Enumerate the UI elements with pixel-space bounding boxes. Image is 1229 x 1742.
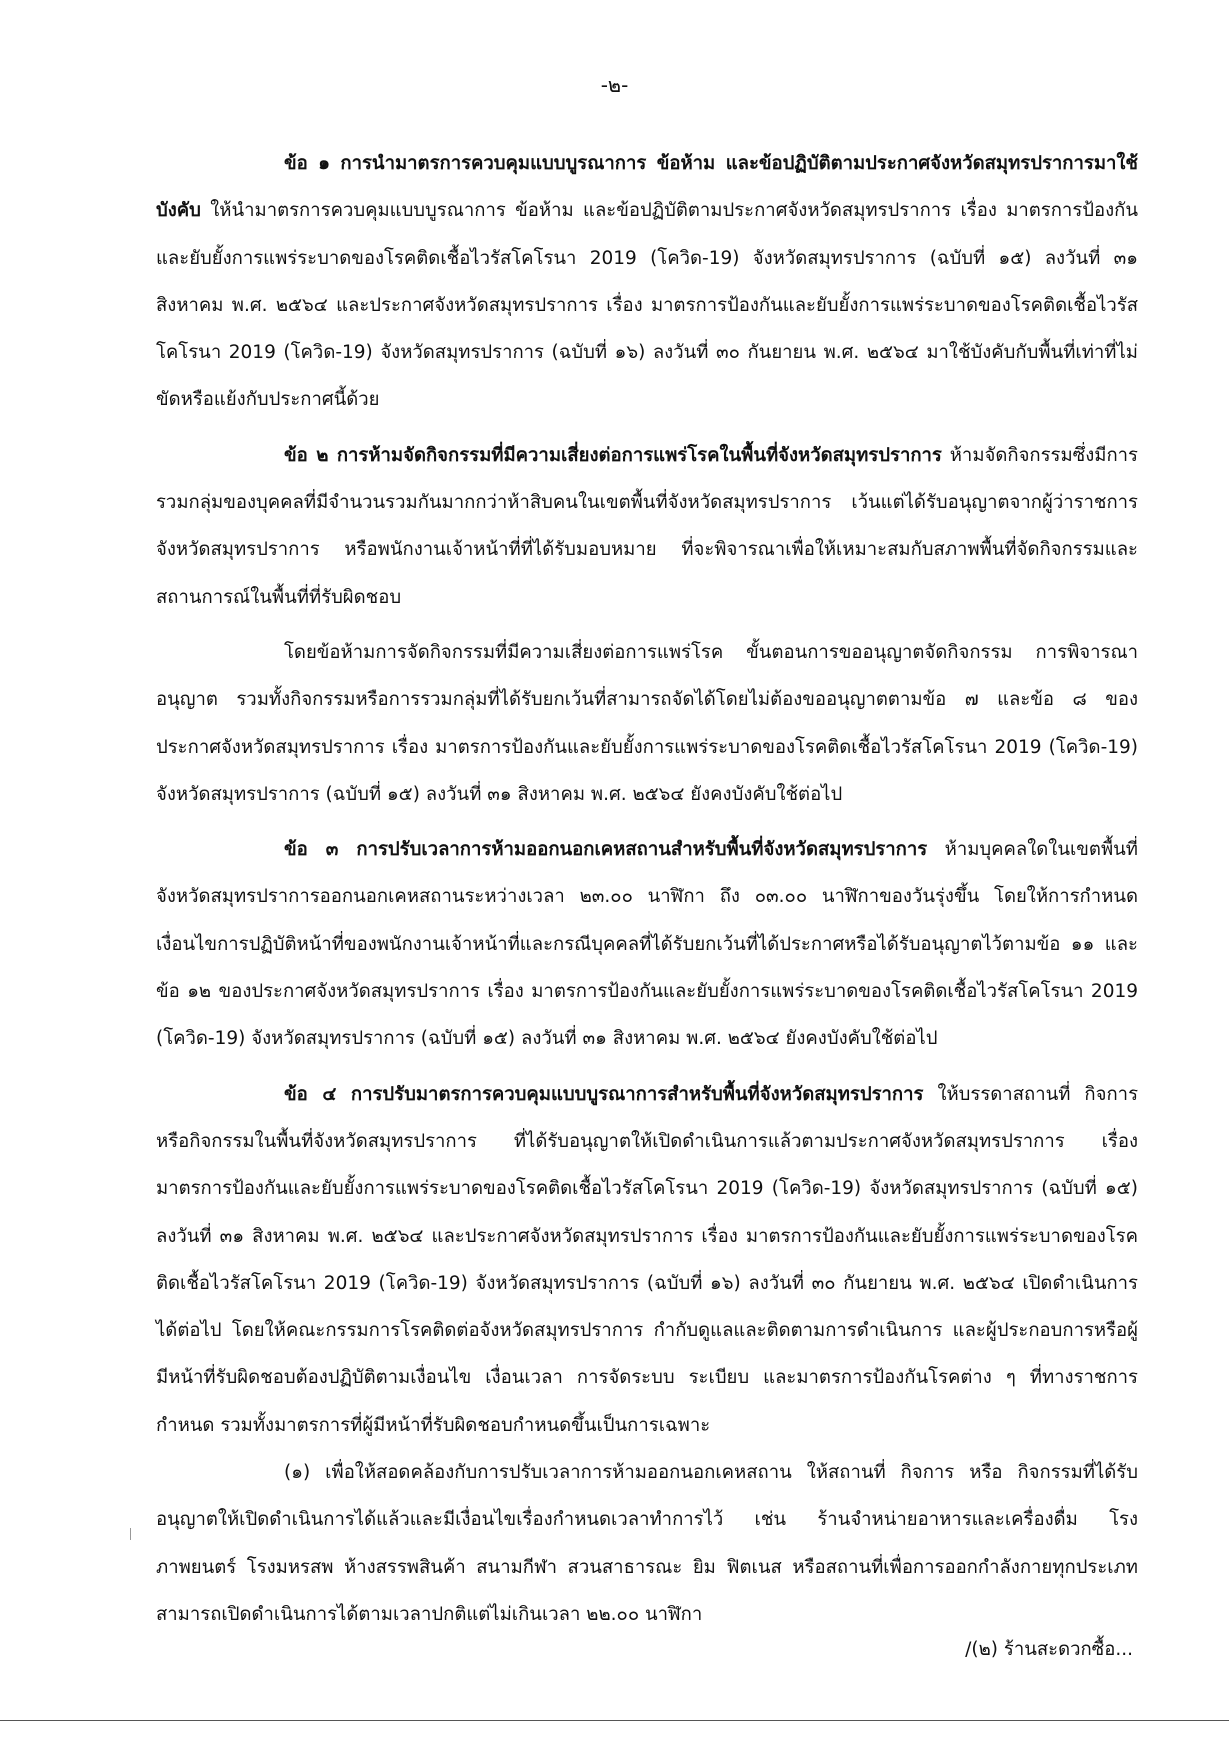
clause-2-paragraph [156, 432, 1138, 621]
clause-4-body: ให้บรรดาสถานที่ กิจการ หรือกิจกรรมในพื้นที่จังหวัดสมุทรปราการ ที่ได้รับอนุญาตให้เปิดดำเนินการแล้วตามประกาศจังหวัดสมุทรปราการ เรื่อง มาตรการป้องกันและยับยั้งการแพร่ระบาดของโรคติดเชื้อไวรัสโคโรนา 2019 (โควิด-19) จังหวัดสมุทรปราการ (ฉบับที่ ๑๕) ลงวันที่ ๓๑ สิงหาคม พ.ศ. ๒๕๖๔ และประกาศจังหวัดสมุทรปราการ เรื่อง มาตรการป้องกันและยับยั้งการแพร่ระบาดของโรคติดเชื้อไวรัสโคโรนา 2019 (โควิด-19) จังหวัดสมุทรปราการ (ฉบับที่ ๑๖) ลงวันที่ ๓๐ กันยายน พ.ศ. ๒๕๖๔ เปิดดำเนินการได้ต่อไป โดยให้คณะกรรมการโรคติดต่อจังหวัดสมุทรปราการ กำกับดูแลและติดตามการดำเนินการ และผู้ประกอบการหรือผู้มีหน้าที่รับผิดชอบต้องปฏิบัติตามเงื่อนไข เงื่อนเวลา การจัดระบบ ระเบียบ และมาตรการป้องกันโรคต่าง ๆ ที่ทางราชการกำหนด รวมทั้งมาตรการที่ผู้มีหน้าที่รับผิดชอบกำหนดขึ้นเป็นการเฉพาะ [156, 1083, 1138, 1436]
clause-1-body: ให้นำมาตรการควบคุมแบบบูรณาการ ข้อห้าม และข้อปฏิบัติตามประกาศจังหวัดสมุทรปราการ เรื่อง มาตรการป้องกันและยับยั้งการแพร่ระบาดของโรคติดเชื้อไวรัสโคโรนา 2019 (โควิด-19) จังหวัดสมุทรปราการ (ฉบับที่ ๑๕) ลงวันที่ ๓๑ สิงหาคม พ.ศ. ๒๕๖๔ และประกาศจังหวัดสมุทรปราการ เรื่อง มาตรการป้องกันและยับยั้งการแพร่ระบาดของโรคติดเชื้อไวรัสโคโรนา 2019 (โควิด-19) จังหวัดสมุทรปราการ (ฉบับที่ ๑๖) ลงวันที่ ๓๐ กันยายน พ.ศ. ๒๕๖๔ มาใช้บังคับกับพื้นที่เท่าที่ไม่ขัดหรือแย้งกับประกาศนี้ด้วย [156, 200, 1138, 411]
clause-4-item-1-paragraph [156, 1449, 1138, 1638]
paragraph-gap [156, 424, 1138, 432]
page-number: -๒- [600, 73, 629, 97]
continuation-note: /(๒) ร้านสะดวกซื้อ... [965, 1639, 1133, 1660]
clause-2-body: ห้ามจัดกิจกรรมซึ่งมีการรวมกลุ่มของบุคคลที่มีจำนวนรวมกันมากกว่าห้าสิบคนในเขตพื้นที่จังหวัดสมุทรปราการ เว้นแต่ได้รับอนุญาตจากผู้ว่าราชการจังหวัดสมุทรปราการ หรือพนักงานเจ้าหน้าที่ที่ได้รับมอบหมาย ที่จะพิจารณาเพื่อให้เหมาะสมกับสภาพพื้นที่จัดกิจกรรมและสถานการณ์ในพื้นที่ที่รับผิดชอบ [156, 444, 1138, 608]
clause-2-detail-paragraph [156, 629, 1138, 818]
margin-mark [130, 1528, 131, 1540]
footer-rule [0, 1720, 1229, 1721]
paragraph-gap [156, 1063, 1138, 1071]
document-body [156, 140, 1138, 1638]
clause-4-heading: ข้อ ๔ การปรับมาตรการควบคุมแบบบูรณาการสำหรับพื้นที่จังหวัดสมุทรปราการ [284, 1083, 924, 1105]
clause-3-paragraph [156, 826, 1138, 1062]
clause-4-paragraph [156, 1071, 1138, 1449]
paragraph-gap [156, 621, 1138, 629]
clause-3-heading: ข้อ ๓ การปรับเวลาการห้ามออกนอกเคหสถานสำหรับพื้นที่จังหวัดสมุทรปราการ [284, 839, 928, 861]
clause-1-heading: ข้อ ๑ การนำมาตรการควบคุมแบบบูรณาการ ข้อห้าม และข้อปฏิบัติตามประกาศจังหวัดสมุทรปราการมาใช้บังคับ [156, 153, 1138, 222]
paragraph-gap [156, 818, 1138, 826]
clause-2-heading: ข้อ ๒ การห้ามจัดกิจกรรมที่มีความเสี่ยงต่อการแพร่โรคในพื้นที่จังหวัดสมุทรปราการ [284, 444, 942, 466]
clause-4-item-1-body: (๑) เพื่อให้สอดคล้องกับการปรับเวลาการห้ามออกนอกเคหสถาน ให้สถานที่ กิจการ หรือ กิจกรรมที่ได้รับอนุญาตให้เปิดดำเนินการได้แล้วและมีเงื่อนไขเรื่องกำหนดเวลาทำการไว้ เช่น ร้านจำหน่ายอาหารและเครื่องดื่ม โรงภาพยนตร์ โรงมหรสพ ห้างสรรพสินค้า สนามกีฬา สวนสาธารณะ ยิม ฟิตเนส หรือสถานที่เพื่อการออกกำลังกายทุกประเภท สามารถเปิดดำเนินการได้ตามเวลาปกติแต่ไม่เกินเวลา ๒๒.๐๐ นาฬิกา [156, 1462, 1138, 1625]
clause-3-body: ห้ามบุคคลใดในเขตพื้นที่จังหวัดสมุทรปราการออกนอกเคหสถานระหว่างเวลา ๒๓.๐๐ นาฬิกา ถึง ๐๓.๐๐ นาฬิกาของวันรุ่งขึ้น โดยให้การกำหนดเงื่อนไขการปฏิบัติหน้าที่ของพนักงานเจ้าหน้าที่และกรณีบุคคลที่ได้รับยกเว้นที่ได้ประกาศหรือได้รับอนุญาตไว้ตามข้อ ๑๑ และข้อ ๑๒ ของประกาศจังหวัดสมุทรปราการ เรื่อง มาตรการป้องกันและยับยั้งการแพร่ระบาดของโรคติดเชื้อไวรัสโคโรนา 2019 (โควิด-19) จังหวัดสมุทรปราการ (ฉบับที่ ๑๕) ลงวันที่ ๓๑ สิงหาคม พ.ศ. ๒๕๖๔ ยังคงบังคับใช้ต่อไป [156, 839, 1138, 1050]
clause-1-paragraph [156, 140, 1138, 424]
clause-2-detail-body: โดยข้อห้ามการจัดกิจกรรมที่มีความเสี่ยงต่อการแพร่โรค ขั้นตอนการขออนุญาตจัดกิจกรรม การพิจารณาอนุญาต รวมทั้งกิจกรรมหรือการรวมกลุ่มที่ได้รับยกเว้นที่สามารถจัดได้โดยไม่ต้องขออนุญาตตามข้อ ๗ และข้อ ๘ ของประกาศจังหวัดสมุทรปราการ เรื่อง มาตรการป้องกันและยับยั้งการแพร่ระบาดของโรคติดเชื้อไวรัสโคโรนา 2019 (โควิด-19) จังหวัดสมุทรปราการ (ฉบับที่ ๑๕) ลงวันที่ ๓๑ สิงหาคม พ.ศ. ๒๕๖๔ ยังคงบังคับใช้ต่อไป [156, 641, 1138, 805]
